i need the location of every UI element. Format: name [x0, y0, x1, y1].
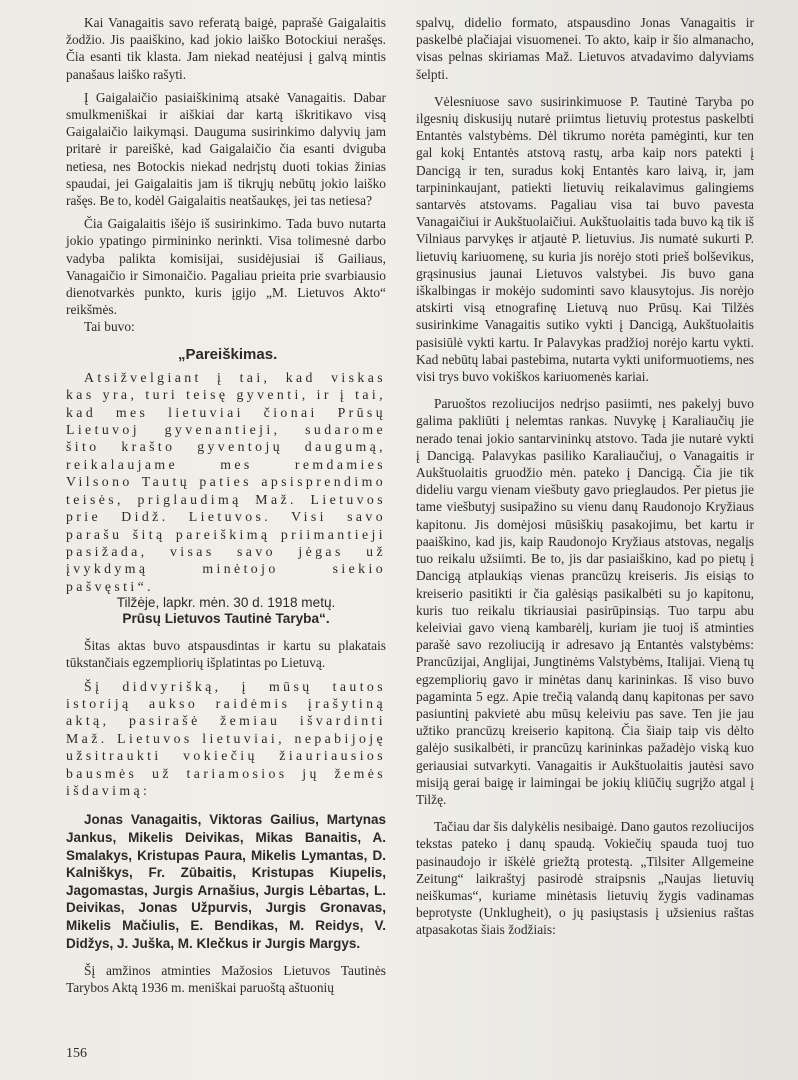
declaration-signatory: Prūsų Lietuvos Tautinė Taryba“.	[122, 611, 330, 627]
right-column	[416, 14, 754, 939]
paragraph: spalvų, didelio formato, atspausdino Jonas Vanagaitis ir paskelbė plačiajai visuomenei. To akto, kaip ir šio almanacho, visas pelnas skiriamas Maž. Lietuvos atvadavimo dalyviams šelpti.	[416, 15, 754, 82]
paragraph: Tai buvo:	[84, 319, 135, 335]
paragraph-spaced: Šį didvyrišką, į mūsų tautos istoriją aukso raidėmis įrašytiną aktą, pasirašė žemiau išvardinti Maž. Lietuvos lietuviai, nepabijoję užsitraukti vokiečių žiauriausios bausmės už tariamosios jų žemės išdavimą:	[66, 678, 386, 798]
left-column	[66, 14, 386, 997]
paragraph: Tačiau dar šis dalykėlis nesibaigė. Dano gautos rezoliucijos tekstas pateko į danų spaudą. Vokiečių spauda tuoj tuo pasinaudojo ir iškėlė griežtą protestą. „Tilsiter Allgemeine Zeitung“ laikraštyj pasirodė straipsnis „Naujas lietuvių neiškumas“, kuriame minėtasis lietuvių žygis vadinamas beprotyste (Unklugheit), o jų pasiųstasis į užsienius raštas atpasakotas šiais žodžiais:	[416, 819, 754, 938]
declaration-place-date: Tilžėje, lapkr. mėn. 30 d. 1918 metų.	[116, 595, 336, 611]
paragraph: Čia Gaigalaitis išėjo iš susirinkimo. Tada buvo nutarta jokio ypatingo pirmininko nerinkti. Visa tolimesnė darbo vadyba palikta komisijai, susidėjusiai iš Gailiaus, Vanagaičio ir Simonaičio. Pagaliau prieita prie svarbiausio dienotvarkės punkto, kuris įgijo „M. Lietuvos Akto“ reikšmės.	[66, 216, 386, 318]
page-number: 156	[66, 1046, 87, 1061]
declaration-text: Atsižvelgiant į tai, kad viskas kas yra, turi teisę gyventi, ir į tai, kad mes lietuviai čionai Prūsų Lietuvoj gyvenantieji, sudarome šito krašto gyventojų daugumą, reikalaujame mes remdamies Vilsono Tautų paties apsisprendimo teisės, priglaudimą Maž. Lietuvos prie Didž. Lietuvos. Visi savo parašu šitą pareiškimą priimantieji pasižada, visas savo jėgas už įvykdymą minėtojo siekio pašvęsti“.	[66, 369, 386, 594]
paragraph: Paruoštos rezoliucijos nedrįso pasiimti, nes pakelyj buvo galima pakliūti į nelemtas rankas. Nuvykę į Karaliaučių jie nerado tenai jokio santarvininkų atstovo. Tada jie nutarė vykti į Dancigą. Palavykas pasiliko Karaliaučiuj, o Vanagaitis ir Aukštuolaitis gruodžio mėn. pateko į Dancigą. Čia jie tik dideliu vargu vienam viešbuty gavo prieglaudos. Per pietus jie tame viešbutyj susipažino su vienu danų Raudonojo Kryžiaus kapitonu. Jis domėjosi mūsiškių pasakojimu, bet kartu ir paaiškino, kad jis, kaip Raudonojo Kryžiaus atstovas, negalįs tuo reikalu užsiimti. Be to, jis dar pasiaiškino, kad po pietų į Dancigą atplaukiąs vienas prancūzų kreiseris. Jis eisiąs to kreiserio pasitikti ir čia galėsiąs pasikalbėti su jo kapitonu, kuris tuo reikalu tikriausiai pasirūpinsiąs. Tuo tarpu abu keleiviai gavo vieną kambarėlį, kuriam jie tuoj iš atminties parašė savo rezoliuciją ir adresavo ją Entantės valstybėms: Prancūzijai, Anglijai, Jungtinėms Valstybėms, Italijai. Vieną tų egzempliorių gavo ir minėtas danų karininkas. Iš viso buvo pagaminta 5 egz. Apie trečią valandą danų kapitonas per savo pasiuntinį pakvietė abu mūsų keleiviu pas save. Ten jie jau užtiko prancūzų kreiserio kapitoną. Čia šiaip taip vis dėlto galėjo susikalbėti, ir prancūzų karininkas pažadėjo viską kuo geriausiai sutvarkyti. Vanagaitis ir Aukštuolaitis jautėsi savo misiją gerai baigę ir laimingai be jokių kliūčių sugrįžo atgal į Tilžę.	[416, 396, 754, 807]
signatories-list: Jonas Vanagaitis, Viktoras Gailius, Martynas Jankus, Mikelis Deivikas, Mikas Banaitis, A. Smalakys, Kristupas Paura, Mikelis Lymantas, D. Kalniškys, Fr. Zūbaitis, Kristupas Kiupelis, Jagomastas, Jurgis Arnašius, Jurgis Lėbartas, L. Deivikas, Jonas Užpurvis, Jurgis Gronavas, Mikelis Mačiulis, E. Bendikas, M. Reidys, V. Didžys, J. Juška, M. Klečkus ir Jurgis Margys.	[66, 812, 386, 951]
paragraph: Kai Vanagaitis savo referatą baigė, paprašė Gaigalaitis žodžio. Jis paaiškino, kad jokio laiško Botockiui nerašęs. Čia esanti tik klasta. Jam niekad neatėjusi į galvą mintis panašaus laiško rašyti.	[66, 15, 386, 82]
paragraph: Šį amžinos atminties Mažosios Lietuvos Tautinės Tarybos Aktą 1936 m. meniškai paruoštą aštuonių	[66, 963, 386, 996]
declaration-heading: „Pareiškimas.	[178, 345, 278, 363]
paragraph: Šitas aktas buvo atspausdintas ir kartu su plakatais tūkstančiais egzempliorių išplatintas po Lietuvą.	[66, 638, 386, 671]
paragraph: Į Gaigalaičio pasiaiškinimą atsakė Vanagaitis. Dabar smulkmeniškai ir aiškiai dar kartą iškritikavo visą Gaigalaičio laikymąsi. Dauguma susirinkimo dalyvių jam pritarė ir pareiškė, kad Gaigalaičio čia esanti dviguba netiesa, nes Botockis niekad nedrįstų duoti tokias žinias spaudai, jei Gaigalaitis jam iš tikrųjų nebūtų jokio laiško rašęs. Be to, kodėl Gaigalaitis neatšaukęs, jei tas netiesa?	[66, 89, 386, 209]
paragraph: Vėlesniuose savo susirinkimuose P. Tautinė Taryba po ilgesnių diskusijų nutarė priimtus lietuvių protestus paskelbti Entantės valstybėms. Dėl tikrumo norėta pamėginti, kur ten gal kokį Entantės atstovą rastų, arba kaip nors patekti į Dancigą ir ten, suradus kokį Entantės karo laivą, ir, jam tarpininkaujant, patiekti lietuvių reikalavimus galingiems santarvės atstovams. Pagaliau visa tai buvo pavesta Vanagaičiui ir Aukštuolaičiui. Aukštuolaitis tada buvo ką tik iš Vilniaus parvykęs ir atjautė P. lietuvius. Jis numatė sukurti P. lietuvių kariuomenę, su kuria jis norėjo stoti prieš bolševikus, grąsinusius jaunai Lietuvos valstybei. Jis buvo gana iškalbingas ir mokėjo sudominti savo klausytojus. Jis norėjo atskirti visą etnografinę Lietuvą nuo Prūsų. Kai Tilžės susirinkime Vanagaitis sutiko vykti į Dancigą, Aukštuolaitis pasisiūlė vykti kartu. Ir Palavykas pradžioj norėjo kartu vykti. Kad nebūtų labai pastebima, nutarta vykti uniformuotiems, nes visi trys buvo vokiškos kariuomenės kariai.	[416, 93, 754, 385]
